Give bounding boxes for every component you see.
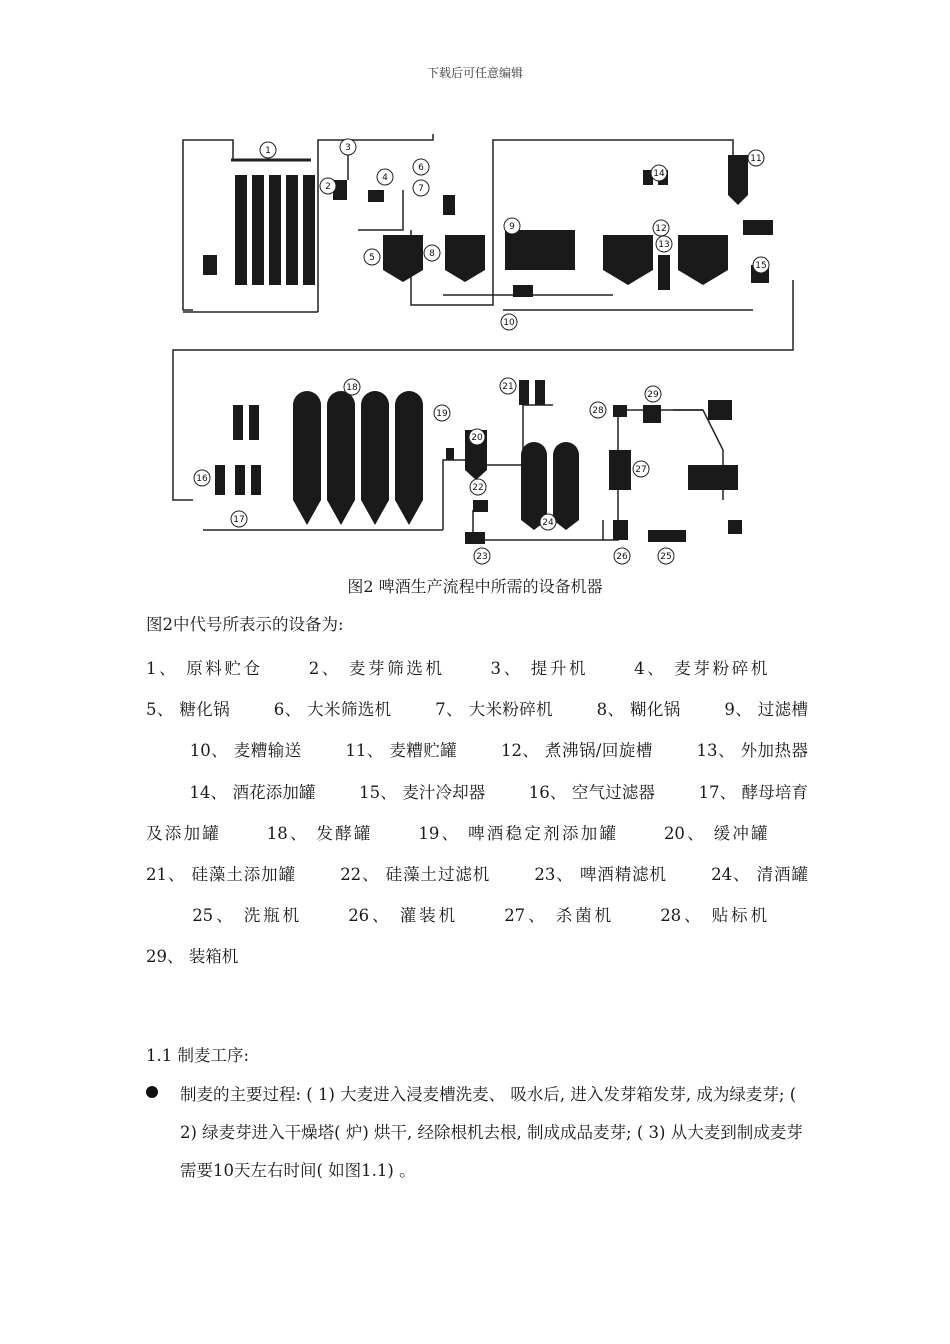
heater [658, 255, 670, 290]
yeast-tank [235, 465, 245, 495]
bullet-text: 制麦的主要过程: ( 1) 大麦进入浸麦槽洗麦、 吸水后, 进入发芽箱发芽, 成为绿麦芽; ( 2) 绿麦芽进入干燥塔( 炉) 烘干, 经除根机去根, 制成成品麦芽; ( 3) 从大麦到制成麦芽需要10天左右时间( 如图1.1) 。 [180, 1085, 803, 1180]
equipment-item: 13、 外加热器 [696, 741, 808, 761]
label-19: 19 [436, 409, 448, 419]
equipment-item: 5、 糖化锅 [146, 700, 231, 720]
label-16: 16 [196, 474, 208, 484]
page-header: 下载后可任意编辑 [426, 66, 523, 80]
label-10: 10 [503, 318, 515, 328]
delivery-truck [688, 465, 738, 490]
whirlpool [678, 235, 728, 285]
pallet-stack [708, 400, 732, 420]
label-27: 27 [635, 465, 647, 475]
label-3: 3 [345, 143, 351, 153]
label-12: 12 [655, 224, 667, 234]
diatomite-tank [535, 380, 545, 405]
fermentation-tanks [215, 380, 742, 544]
label-23: 23 [476, 552, 488, 562]
equipment-item: 20、 缓冲罐 [663, 823, 770, 843]
label-15: 15 [755, 261, 767, 271]
diatomite-tank [519, 380, 529, 405]
label-14: 14 [653, 169, 665, 179]
label-6: 6 [418, 163, 424, 173]
label-1: 1 [265, 146, 271, 156]
pipe [443, 140, 733, 305]
equipment-item: 12、 煮沸锅/回旋槽 [500, 741, 653, 761]
equipment-item: 16、 空气过滤器 [528, 782, 656, 802]
figure-caption: 图2 啤酒生产流程中所需的设备机器 [347, 577, 603, 596]
label-9: 9 [509, 222, 515, 232]
boil-kettle [603, 235, 653, 285]
equipment-item: 2、 麦芽筛选机 [308, 659, 445, 678]
label-17: 17 [233, 515, 245, 525]
equipment-item: 28、 贴标机 [660, 906, 770, 926]
equipment-item: 17、 酵母培育及添加罐 [146, 782, 809, 843]
equipment-item: 23、 啤酒精滤机 [534, 865, 667, 885]
equipment-item: 25、 洗瓶机 [192, 906, 302, 926]
yeast-tank [233, 405, 243, 440]
equipment-list [146, 648, 808, 978]
equipment-item: 14、 酒花添加罐 [189, 782, 316, 802]
lauter-tun [505, 230, 575, 270]
spent-grain-conveyor [513, 285, 533, 297]
equipment-item: 8、 糊化锅 [596, 700, 681, 720]
equipment-item: 15、 麦汁冷却器 [359, 782, 486, 802]
yeast-tank [215, 465, 225, 495]
labeler [613, 405, 627, 417]
label-5: 5 [369, 253, 375, 263]
stabilizer-tank [446, 448, 454, 460]
label-7: 7 [418, 184, 424, 194]
equipment-item: 19、 啤酒稳定剂添加罐 [418, 823, 619, 843]
bottle-washer [648, 530, 686, 542]
equipment-item: 11、 麦糟贮罐 [345, 741, 458, 761]
fermenter [395, 391, 423, 525]
equipment-item: 26、 灌装机 [348, 906, 458, 926]
raw-material-silos [203, 175, 315, 285]
equipment-item: 24、 清酒罐 [711, 865, 808, 885]
label-11: 11 [750, 154, 762, 164]
equipment-item: 18、 发酵罐 [266, 823, 373, 843]
brewhouse-vessels [333, 155, 773, 297]
equipment-item: 4、 麦芽粉碎机 [634, 659, 771, 678]
label-2: 2 [325, 182, 331, 192]
silo [235, 175, 247, 285]
filler [613, 520, 628, 540]
pipe [173, 420, 193, 500]
equipment-item: 22、 硅藻土过滤机 [340, 865, 491, 885]
mash-tun [383, 235, 423, 282]
label-13: 13 [658, 240, 670, 250]
bullet-dot-icon [146, 1086, 158, 1098]
label-22: 22 [472, 483, 484, 493]
label-21: 21 [502, 382, 514, 392]
label-29: 29 [647, 390, 659, 400]
mill [443, 195, 455, 215]
equipment-item: 27、 杀菌机 [504, 906, 614, 926]
equipment-item: 1、 原料贮仓 [146, 659, 263, 678]
fermenter [327, 391, 355, 525]
bullet-item [146, 1076, 808, 1190]
pipe [183, 140, 233, 310]
label-18: 18 [346, 383, 358, 393]
yeast-tank [249, 405, 259, 440]
pipe [173, 280, 793, 420]
equipment-item: 10、 麦糟输送 [189, 741, 302, 761]
label-8: 8 [429, 249, 435, 259]
equipment-item: 9、 过滤槽 [724, 700, 809, 720]
yeast-tank [251, 465, 261, 495]
fermenter [361, 391, 389, 525]
flow-diagram-svg [143, 120, 811, 572]
section-title: 1.1 制麦工序: [146, 1046, 250, 1065]
crate-stack [728, 520, 742, 534]
label-25: 25 [660, 552, 672, 562]
mill [368, 190, 384, 202]
packer [643, 405, 661, 423]
label-26: 26 [616, 552, 628, 562]
equipment-intro: 图2中代号所表示的设备为: [146, 615, 344, 634]
bright-tank [553, 442, 579, 530]
silo [252, 175, 264, 285]
hopper [203, 255, 217, 275]
pasteurizer [609, 450, 631, 490]
fermenter [293, 391, 321, 525]
label-24: 24 [542, 518, 554, 528]
silo [303, 175, 315, 285]
cooker [445, 235, 485, 282]
equipment-item: 29、 装箱机 [146, 947, 239, 967]
truck [743, 220, 773, 235]
equipment-item: 6、 大米筛选机 [273, 700, 392, 720]
fine-filter [465, 532, 485, 544]
label-4: 4 [382, 173, 388, 183]
label-28: 28 [592, 406, 604, 416]
equipment-item: 3、 提升机 [490, 659, 589, 678]
label-20: 20 [471, 433, 483, 443]
equipment-item: 7、 大米粉碎机 [435, 700, 553, 720]
silo [269, 175, 281, 285]
spent-grain-tank [728, 155, 748, 205]
process-flow-diagram [143, 120, 811, 572]
equipment-item: 21、 硅藻土添加罐 [146, 865, 297, 885]
diatomite-filter [473, 500, 488, 512]
silo [286, 175, 298, 285]
